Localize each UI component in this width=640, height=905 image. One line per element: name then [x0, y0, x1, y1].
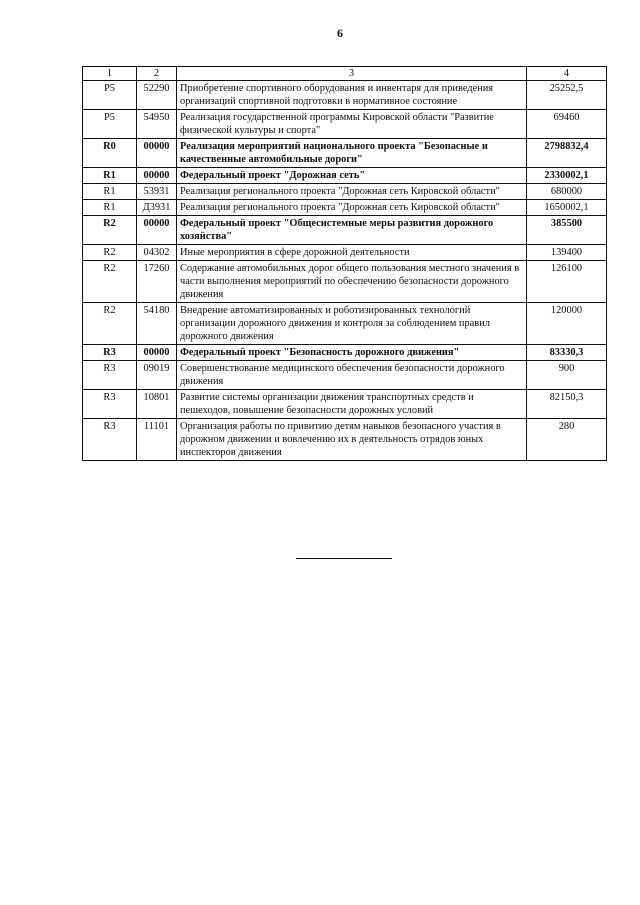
description-cell: Федеральный проект "Безопасность дорожного движения": [177, 345, 527, 361]
table-row: [83, 216, 607, 245]
section-code-cell: Р5: [83, 81, 137, 110]
section-code-cell: R2: [83, 303, 137, 345]
amount-cell: 25252,5: [527, 81, 607, 110]
section-code-cell: R1: [83, 168, 137, 184]
table-body: [83, 81, 607, 461]
table-row: [83, 168, 607, 184]
subsection-code-cell: 17260: [137, 261, 177, 303]
table-row: [83, 303, 607, 345]
amount-cell: 69460: [527, 110, 607, 139]
description-cell: Реализация государственной программы Кировской области "Развитие физической культуры и спорта": [177, 110, 527, 139]
table-row: [83, 261, 607, 303]
table-row: [83, 81, 607, 110]
subsection-code-cell: 04302: [137, 245, 177, 261]
header-col-1: 1: [83, 67, 137, 81]
page-number: 6: [337, 26, 343, 40]
section-code-cell: R3: [83, 419, 137, 461]
budget-table: [82, 66, 607, 461]
table-row: [83, 200, 607, 216]
amount-cell: 120000: [527, 303, 607, 345]
section-code-cell: R0: [83, 139, 137, 168]
subsection-code-cell: 11101: [137, 419, 177, 461]
table-row: [83, 419, 607, 461]
subsection-code-cell: 54180: [137, 303, 177, 345]
section-code-cell: R3: [83, 390, 137, 419]
description-cell: Развитие системы организации движения транспортных средств и пешеходов, повышение безопасности дорожных условий: [177, 390, 527, 419]
amount-cell: 680000: [527, 184, 607, 200]
header-row: [83, 67, 607, 81]
section-code-cell: R1: [83, 184, 137, 200]
end-rule: [296, 558, 392, 559]
header-col-3: 3: [177, 67, 527, 81]
subsection-code-cell: 00000: [137, 139, 177, 168]
table-row: [83, 345, 607, 361]
amount-cell: 900: [527, 361, 607, 390]
table-row: [83, 184, 607, 200]
header-col-4: 4: [527, 67, 607, 81]
subsection-code-cell: 10801: [137, 390, 177, 419]
amount-cell: 126100: [527, 261, 607, 303]
subsection-code-cell: 53931: [137, 184, 177, 200]
amount-cell: 385500: [527, 216, 607, 245]
section-code-cell: Р5: [83, 110, 137, 139]
amount-cell: 83330,3: [527, 345, 607, 361]
section-code-cell: R2: [83, 261, 137, 303]
description-cell: Реализация регионального проекта "Дорожная сеть Кировской области": [177, 200, 527, 216]
table-row: [83, 245, 607, 261]
section-code-cell: R3: [83, 361, 137, 390]
subsection-code-cell: 52290: [137, 81, 177, 110]
amount-cell: 2330002,1: [527, 168, 607, 184]
subsection-code-cell: Д3931: [137, 200, 177, 216]
table-row: [83, 390, 607, 419]
description-cell: Приобретение спортивного оборудования и инвентаря для приведения организаций спортивной подготовки в нормативное состояние: [177, 81, 527, 110]
subsection-code-cell: 54950: [137, 110, 177, 139]
description-cell: Реализация мероприятий национального проекта "Безопасные и качественные автомобильные дороги": [177, 139, 527, 168]
amount-cell: 1650002,1: [527, 200, 607, 216]
description-cell: Содержание автомобильных дорог общего пользования местного значения в части выполнения мероприятий по обеспечению безопасности дорожного движения: [177, 261, 527, 303]
subsection-code-cell: 00000: [137, 216, 177, 245]
subsection-code-cell: 00000: [137, 345, 177, 361]
description-cell: Федеральный проект "Общесистемные меры развития дорожного хозяйства": [177, 216, 527, 245]
section-code-cell: R3: [83, 345, 137, 361]
description-cell: Внедрение автоматизированных и роботизированных технологий организации дорожного движения и контроля за соблюдением правил дорожного движения: [177, 303, 527, 345]
table-row: [83, 110, 607, 139]
amount-cell: 280: [527, 419, 607, 461]
subsection-code-cell: 09019: [137, 361, 177, 390]
description-cell: Реализация регионального проекта "Дорожная сеть Кировской области": [177, 184, 527, 200]
header-col-2: 2: [137, 67, 177, 81]
section-code-cell: R1: [83, 200, 137, 216]
description-cell: Совершенствование медицинского обеспечения безопасности дорожного движения: [177, 361, 527, 390]
amount-cell: 82150,3: [527, 390, 607, 419]
description-cell: Федеральный проект "Дорожная сеть": [177, 168, 527, 184]
description-cell: Иные мероприятия в сфере дорожной деятельности: [177, 245, 527, 261]
amount-cell: 139400: [527, 245, 607, 261]
subsection-code-cell: 00000: [137, 168, 177, 184]
amount-cell: 2798832,4: [527, 139, 607, 168]
section-code-cell: R2: [83, 245, 137, 261]
table-row: [83, 361, 607, 390]
table-row: [83, 139, 607, 168]
table-header: [83, 67, 607, 81]
section-code-cell: R2: [83, 216, 137, 245]
description-cell: Организация работы по привитию детям навыков безопасного участия в дорожном движении и вовлечению их в деятельность отрядов юных инспекторов движения: [177, 419, 527, 461]
